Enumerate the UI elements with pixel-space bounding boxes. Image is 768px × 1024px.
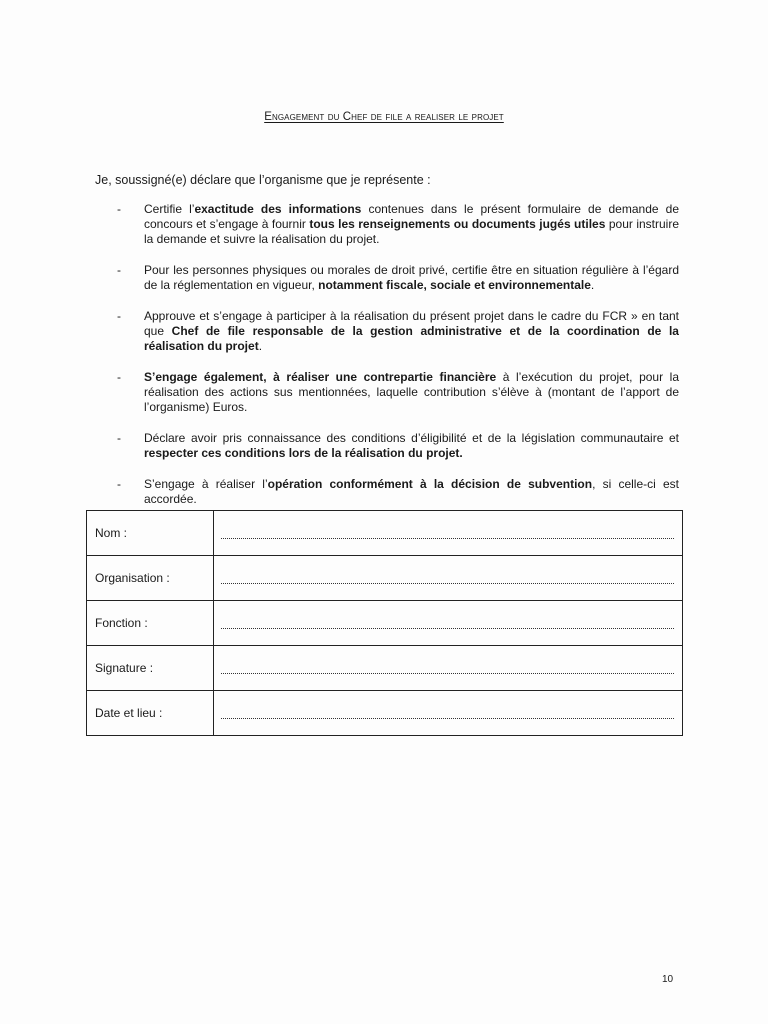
list-item [117,263,679,293]
dotted-line [221,583,674,584]
form-field-fonction[interactable] [214,601,683,646]
bullet-dash: - [117,263,121,277]
bullet-dash: - [117,309,121,323]
bullet-dash: - [117,370,121,384]
intro-statement: Je, soussigné(e) déclare que l’organisme que je représente : [95,173,431,187]
form-row-date-lieu [87,691,683,736]
list-item [117,202,679,247]
form-field-nom[interactable] [214,511,683,556]
list-item [117,370,679,415]
dotted-line [221,718,674,719]
signature-form-table [86,510,683,736]
form-label: Signature : [87,646,214,691]
page-title [0,111,768,123]
list-item [117,477,679,507]
form-label: Organisation : [87,556,214,601]
list-item [117,309,679,354]
form-field-organisation[interactable] [214,556,683,601]
form-label: Date et lieu : [87,691,214,736]
form-row-organisation [87,556,683,601]
form-label: Nom : [87,511,214,556]
bullet-dash: - [117,477,121,491]
form-field-date-lieu[interactable] [214,691,683,736]
commitment-list [117,202,679,507]
bullet-dash: - [117,202,121,216]
page-title-text: Engagement du Chef de file a realiser le projet [264,111,504,123]
dotted-line [221,538,674,539]
form-row-signature [87,646,683,691]
form-field-signature[interactable] [214,646,683,691]
form-row-nom [87,511,683,556]
list-item-text: S’engage à réaliser l’opération conformément à la décision de subvention, si celle-ci est accordée. [144,477,679,506]
list-item-text: Pour les personnes physiques ou morales de droit privé, certifie être en situation régulière à l’égard de la réglementation en vigueur, notamment fiscale, sociale et environnementale. [144,263,679,292]
list-item-text: Certifie l’exactitude des informations contenues dans le présent formulaire de demande de concours et s’engage à fournir tous les renseignements ou documents jugés utiles pour instruire la demande et suivre la réalisation du projet. [144,202,679,246]
list-item-text: Déclare avoir pris connaissance des conditions d’éligibilité et de la législation communautaire et respecter ces conditions lors de la réalisation du projet. [144,431,679,460]
form-row-fonction [87,601,683,646]
list-item [117,431,679,461]
list-item-text: S’engage également, à réaliser une contrepartie financière à l’exécution du projet, pour la réalisation des actions sus mentionnées, laquelle contribution s’élève à (montant de l’apport de l’organisme) Euros. [144,370,680,414]
bullet-dash: - [117,431,121,445]
dotted-line [221,673,674,674]
form-label: Fonction : [87,601,214,646]
list-item-text: Approuve et s’engage à participer à la réalisation du présent projet dans le cadre du FCR » en tant que Chef de file responsable de la gestion administrative et de la coordination de la réalisation du projet. [144,309,679,353]
page-number: 10 [662,974,674,985]
dotted-line [221,628,674,629]
